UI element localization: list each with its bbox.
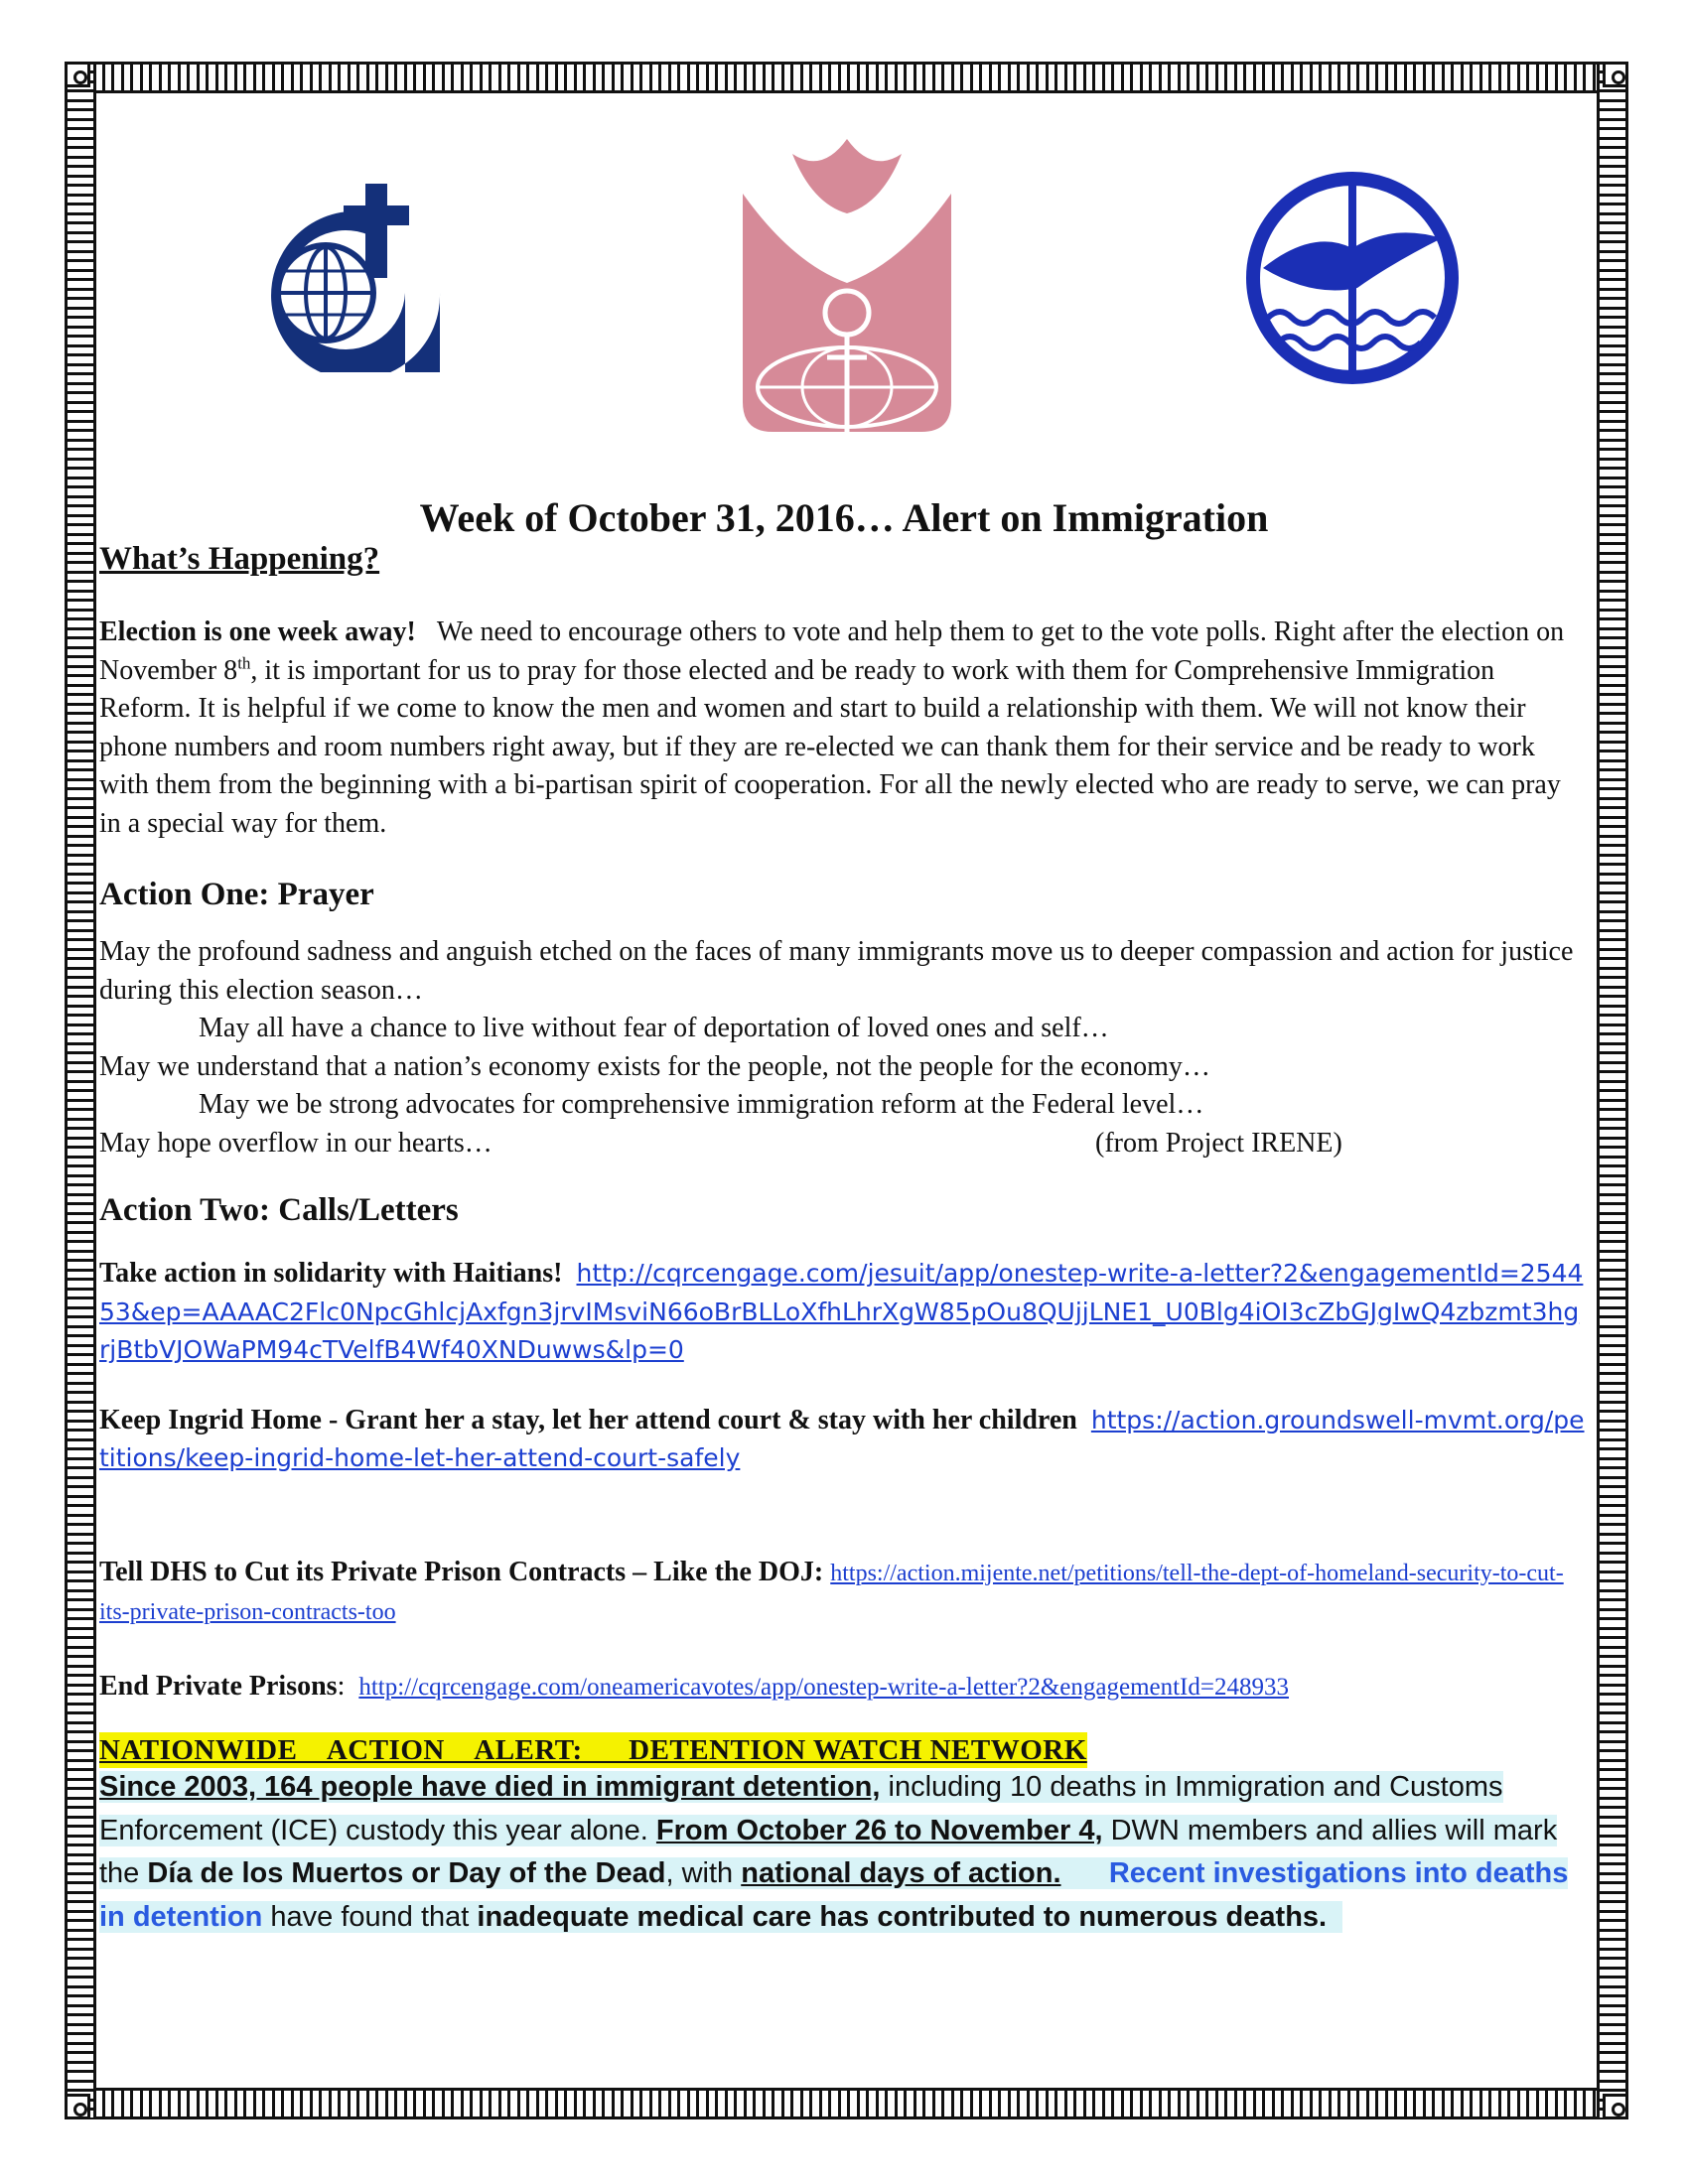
deaths-statement: Since 2003, 164 people have died in immigrant detention,: [99, 1771, 881, 1803]
election-lead: Election is one week away!: [99, 616, 416, 647]
haiti-action-link[interactable]: http://cqrcengage.com/jesuit/app/onestep-write-a-letter?2&engagementId=254453&ep=AAAAC2Flc0NpcGhlcjAxfgn3jrvIMsviN66oBrBLLoXfhLhrXgW85pOu8QUjjLNE1_U0Blg4iOI3cZbGJgIwQ4zbzmt3hgrjBtbVJOWaPM94cTVelfB4Wf40XNDuwws&lp=0: [99, 1259, 1584, 1364]
border-corner: [65, 2094, 90, 2119]
ingrid-petition-link[interactable]: https://action.groundswell-mvmt.org/petitions/keep-ingrid-home-let-her-attend-court-safely: [99, 1405, 1585, 1472]
dove-waves-logo: [1243, 169, 1462, 387]
dhs-petition-label: Tell DHS to Cut its Private Prison Contracts – Like the DOJ:: [99, 1556, 824, 1587]
prayer-line-last: [99, 1125, 1589, 1163]
private-prisons-label: End Private Prisons: [99, 1670, 338, 1702]
action-one-heading: Action One: Prayer: [99, 877, 374, 912]
ingrid-petition-label: Keep Ingrid Home - Grant her a stay, let her attend court & stay with her children: [99, 1404, 1077, 1435]
alert-text: [99, 1771, 1568, 1933]
border-corner: [1603, 2094, 1628, 2119]
logo-row: [0, 129, 1688, 457]
dove-globe-logo: [733, 134, 961, 447]
prayer-line: May the profound sadness and anguish etched on the faces of many immigrants move us to deeper compassion and action for justice during this election season…: [99, 936, 1574, 1006]
dhs-petition-item: [99, 1554, 1589, 1632]
alert-text-span: have found that: [262, 1900, 478, 1933]
haiti-action-label: Take action in solidarity with Haitians!: [99, 1258, 563, 1289]
dhs-petition-link[interactable]: https://action.mijente.net/petitions/tell-the-dept-of-homeland-security-to-cut-its-private-prison-contracts-too: [99, 1560, 1564, 1625]
paragraph-text: We need to encourage others to vote and help them to get to the vote polls. Right after the election on November 8: [99, 616, 1565, 686]
paragraph-text: , it is important for us to pray for those elected and be ready to work with them for Comprehensive Immigration Reform. It is helpful if we come to know the men and women and start to build a relationship with them. We will not know their phone numbers and room numbers right away, but if they are re-elected we can thank them for their service and be ready to work with them from the beginning with a bi-partisan spirit of cooperation. For all the newly elected who are ready to serve, we can pray in a special way for them.: [99, 654, 1561, 839]
alert-text-span: , with: [665, 1857, 742, 1889]
globe-cross-logo: [226, 184, 455, 372]
alert-paragraph: [99, 1768, 1589, 1941]
medical-care-statement: inadequate medical care has contributed to numerous deaths.: [477, 1900, 1328, 1933]
ordinal-suffix: th: [237, 653, 251, 673]
prayer-line: May we understand that a nation’s economy exists for the people, not the people for the economy…: [99, 1050, 1210, 1082]
whats-happening-heading: What’s Happening?: [99, 541, 380, 577]
day-of-dead: Día de los Muertos or Day of the Dead: [147, 1857, 666, 1889]
border-corner: [1603, 62, 1628, 87]
document-body: [99, 494, 1589, 1941]
prayer-source: (from Project IRENE): [1095, 1127, 1342, 1159]
private-prisons-link[interactable]: http://cqrcengage.com/oneamericavotes/app/onestep-write-a-letter?2&engagementId=248933: [358, 1673, 1289, 1701]
prayer-line: May we be strong advocates for comprehensive immigration reform at the Federal level…: [199, 1089, 1204, 1120]
prayer-line-text: May hope overflow in our hearts…: [99, 1127, 492, 1159]
alert-banner: NATIONWIDE ACTION ALERT: DETENTION WATCH NETWORK: [99, 1734, 1087, 1766]
prayer-line: May all have a chance to live without fear of deportation of loved ones and self…: [199, 1013, 1109, 1043]
action-two-heading: Action Two: Calls/Letters: [99, 1192, 459, 1228]
label-colon: :: [337, 1670, 346, 1702]
alert-text-span: including 10 deaths in Immigration and Customs Enforcement (ICE) custody this year alone.: [99, 1771, 1503, 1846]
page-title: Week of October 31, 2016… Alert on Immigration: [419, 495, 1269, 540]
national-days-action: national days of action.: [741, 1857, 1061, 1889]
haiti-action-item: [99, 1255, 1589, 1370]
border-top: [65, 62, 1628, 93]
border-bottom: [65, 2088, 1628, 2119]
whats-happening-paragraph: [99, 614, 1589, 843]
border-corner: [65, 62, 90, 87]
date-range: From October 26 to November 4,: [655, 1814, 1103, 1846]
alert-text-span: DWN members and allies will mark the: [99, 1814, 1558, 1889]
private-prisons-item: [99, 1668, 1589, 1707]
investigations-link[interactable]: Recent investigations into deaths in detention: [99, 1857, 1569, 1933]
ingrid-petition-item: [99, 1402, 1589, 1478]
